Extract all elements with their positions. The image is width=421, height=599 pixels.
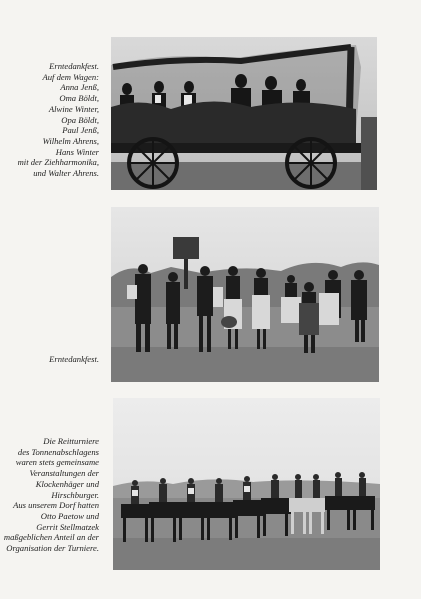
caption-line: Anna Jenß, bbox=[60, 82, 99, 93]
caption-riding-tournaments bbox=[4, 436, 99, 554]
caption-harvest-wagon bbox=[18, 61, 99, 179]
caption-line: des Tonnenabschlagens bbox=[17, 446, 99, 457]
caption-line: Alwine Winter, bbox=[48, 103, 99, 114]
caption-line: Otto Paetow und bbox=[40, 510, 99, 521]
caption-line: Veranstaltungen der bbox=[29, 468, 99, 479]
caption-line: Erntedankfest. bbox=[49, 61, 99, 71]
caption-line: Auf dem Wagen: bbox=[42, 71, 99, 82]
caption-line: Klockenhäger und bbox=[35, 478, 99, 489]
caption-line: Oma Böldt, bbox=[59, 93, 99, 104]
caption-line: Organisation der Turniere. bbox=[6, 543, 99, 554]
caption-line: Opa Böldt, bbox=[61, 114, 99, 125]
photo-harvest-festival-group bbox=[111, 207, 379, 382]
caption-line: und Walter Ahrens. bbox=[33, 168, 99, 179]
caption-line: Gerrit Stellmatzek bbox=[36, 521, 99, 532]
caption-line: Die Reitturniere bbox=[43, 436, 99, 446]
caption-line: Wilhelm Ahrens, bbox=[42, 135, 99, 146]
caption-line: mit der Ziehharmonika, bbox=[17, 157, 99, 168]
caption-line: maßgeblichen Anteil an der bbox=[3, 532, 99, 543]
photo-harvest-wagon bbox=[111, 37, 377, 190]
caption-line: Paul Jenß, bbox=[62, 125, 99, 136]
caption-line: waren stets gemeinsame bbox=[15, 457, 99, 468]
photo-riding-tournament bbox=[113, 398, 380, 570]
caption-line: Hans Winter bbox=[55, 146, 99, 157]
caption-line: Erntedankfest. bbox=[49, 354, 99, 364]
caption-line: Hirschburger. bbox=[51, 489, 99, 500]
caption-line: Aus unserem Dorf hatten bbox=[13, 500, 99, 511]
caption-harvest-festival bbox=[49, 354, 99, 365]
